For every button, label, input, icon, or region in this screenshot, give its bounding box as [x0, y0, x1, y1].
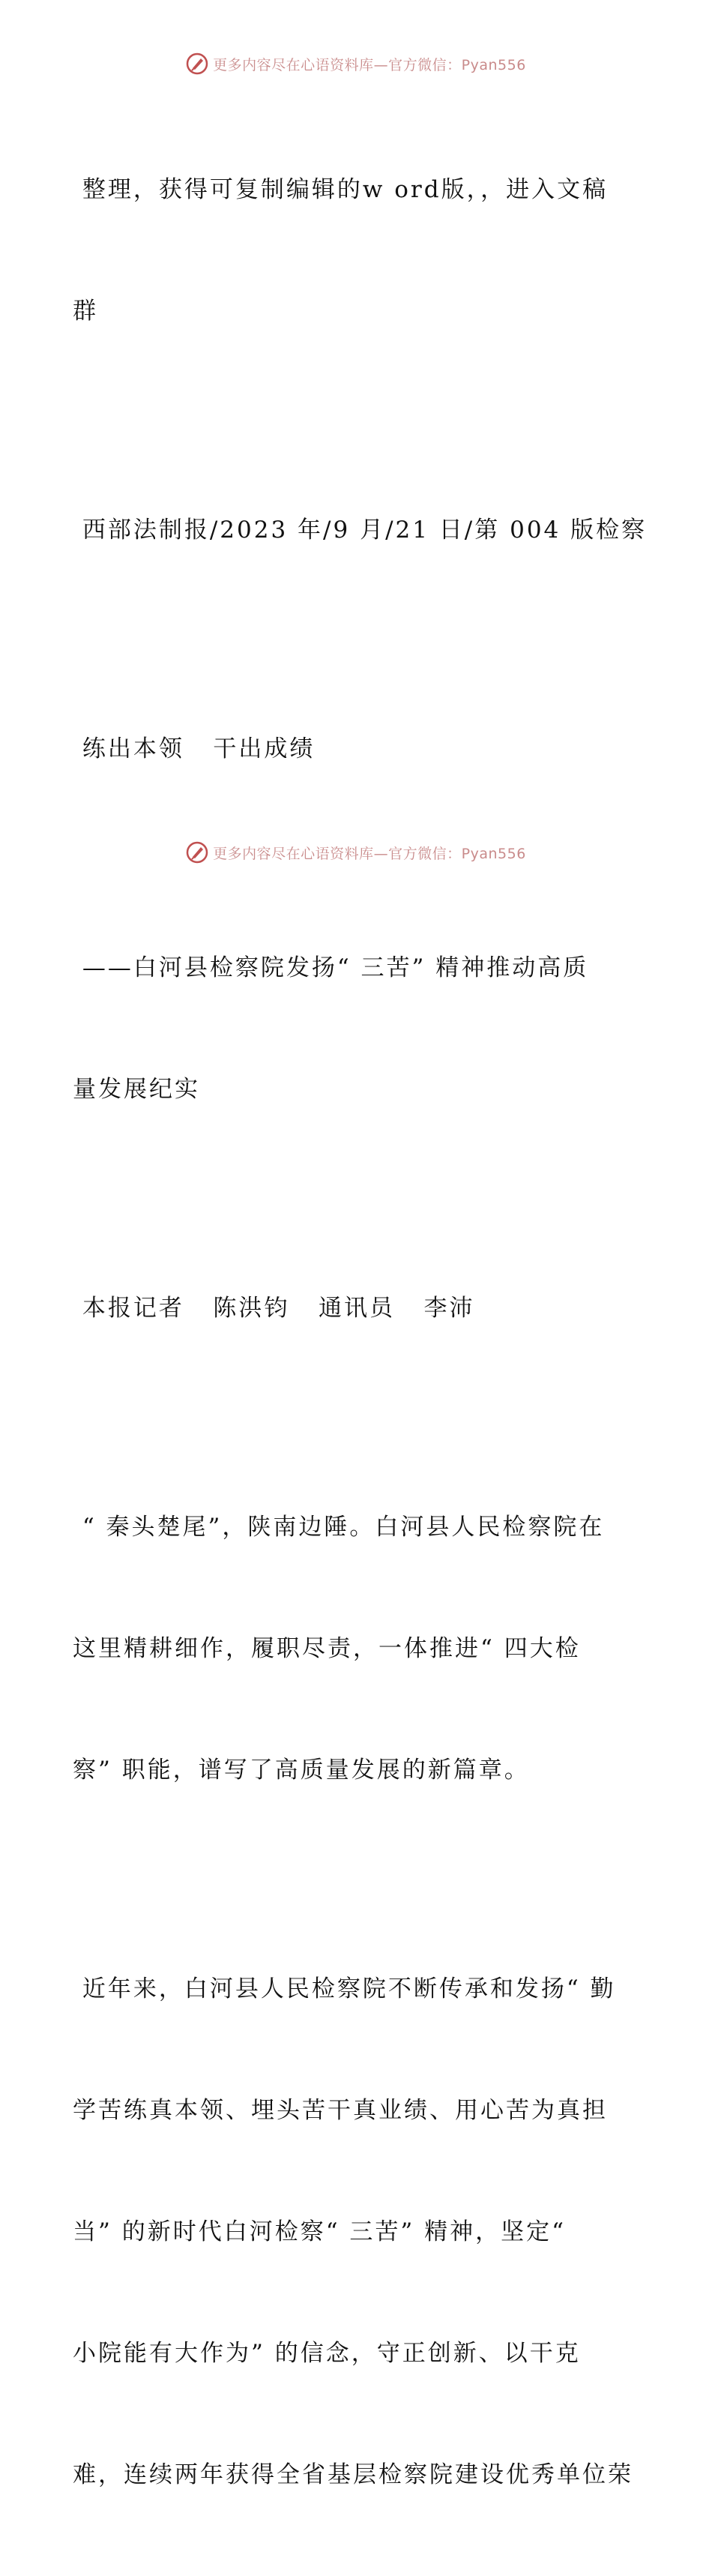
text-line: 当” 的新时代白河检察“ 三苦” 精神，坚定“ — [73, 2218, 566, 2245]
header-watermark — [0, 52, 712, 75]
text-line: 学苦练真本领、埋头苦干真业绩、用心苦为真担 — [73, 2097, 608, 2124]
pen-logo-icon — [186, 52, 208, 75]
text-line: 群 — [73, 298, 98, 325]
text-line: “ 秦头楚尾”，陕南边陲。白河县人民检察院在 — [73, 1514, 605, 1541]
footer-watermark — [0, 841, 712, 864]
watermark-text: 更多内容尽在心语资料库—官方微信：Pyan556 — [213, 845, 526, 862]
text-line: 整理，获得可复制编辑的w ord版，，进入文稿 — [73, 176, 609, 203]
text-line: 量发展纪实 — [73, 1076, 200, 1103]
article-byline — [73, 1207, 642, 1409]
text-line: 近年来，白河县人民检察院不断传承和发扬“ 勤 — [73, 1975, 616, 2002]
paragraph-intro — [73, 88, 642, 412]
article-subtitle — [73, 867, 642, 1191]
watermark-text: 更多内容尽在心语资料库—官方微信：Pyan556 — [213, 56, 526, 73]
text-line: 这里精耕细作，履职尽责，一体推进“ 四大检 — [73, 1635, 581, 1662]
pen-logo-icon — [186, 841, 208, 864]
article-title — [73, 648, 642, 850]
text-line: 练出本领 干出成绩 — [73, 735, 316, 762]
text-line: 小院能有大作为” 的信念，守正创新、以干克 — [73, 2340, 581, 2367]
paragraph-source — [73, 429, 648, 631]
text-line: 难，连续两年获得全省基层检察院建设优秀单位荣 — [73, 2461, 633, 2488]
text-line: ——白河县检察院发扬“ 三苦” 精神推动高质 — [73, 954, 589, 981]
text-line: 西部法制报/2023 年/9 月/21 日/第 004 版检察 — [73, 517, 648, 544]
paragraph-body-2 — [73, 1888, 642, 2576]
text-line: 本报记者 陈洪钧 通讯员 李沛 — [73, 1295, 475, 1322]
text-line: 察” 职能，谱写了高质量发展的新篇章。 — [73, 1757, 530, 1784]
paragraph-body-1 — [73, 1426, 642, 1871]
document-body — [73, 88, 648, 2576]
